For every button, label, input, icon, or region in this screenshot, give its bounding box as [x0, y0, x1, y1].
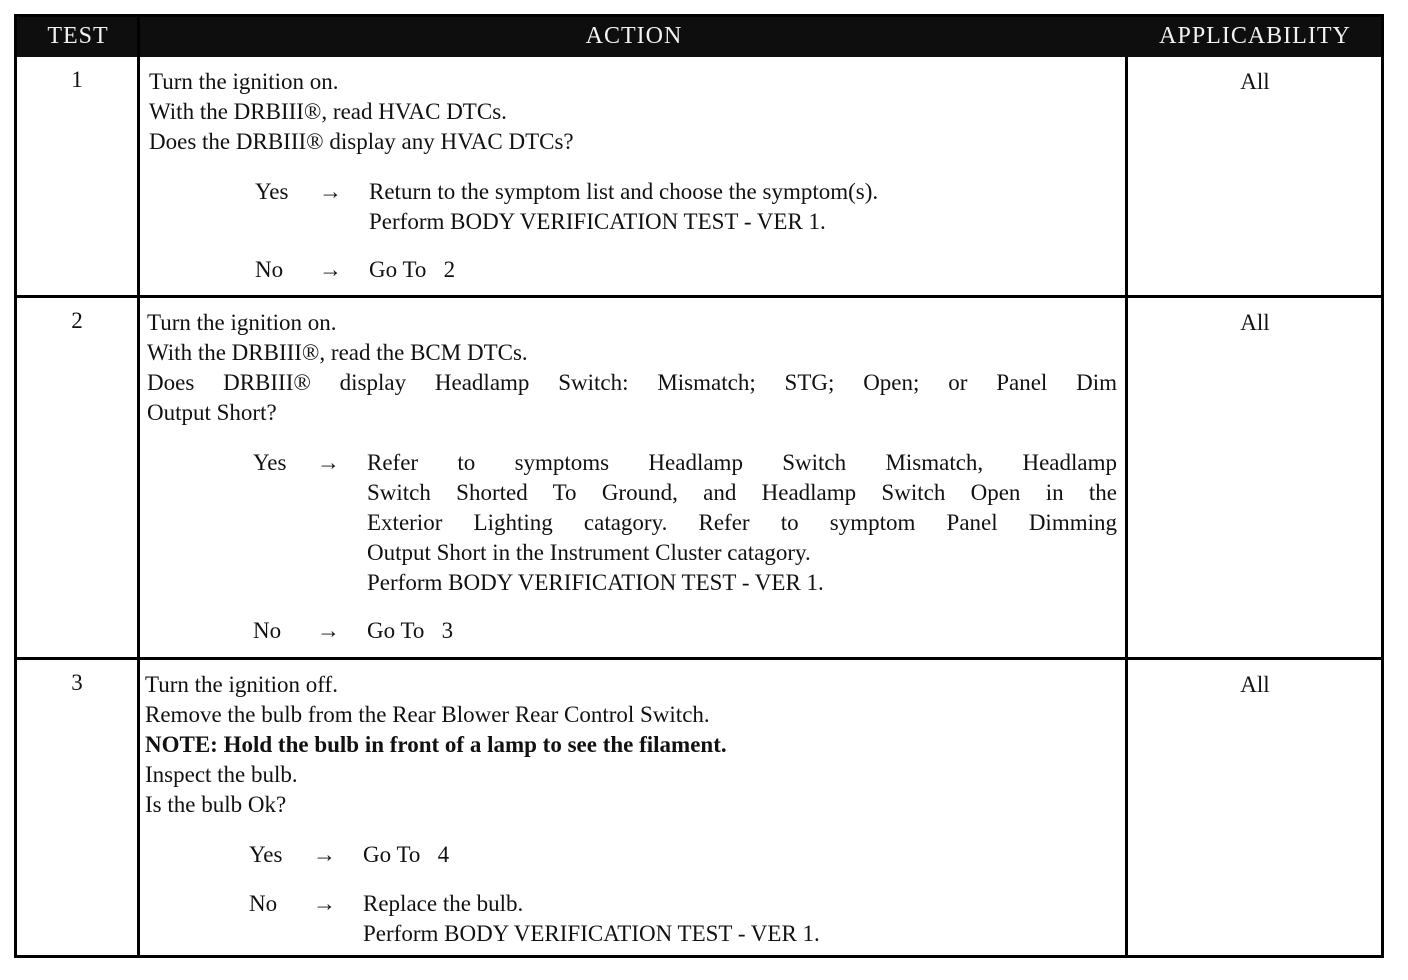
diagnostic-test-table: [14, 14, 1384, 958]
action-line: Output Short?: [147, 400, 277, 425]
result-line: Return to the symptom list and choose the symptom(s).: [369, 179, 879, 204]
applicability-value: All: [1240, 310, 1270, 335]
action-line: Inspect the bulb.: [145, 762, 298, 787]
header-test: TEST: [47, 23, 109, 49]
yes-result: [367, 448, 1117, 598]
arrow-icon: →: [313, 891, 336, 916]
yes-response: [255, 177, 1115, 237]
table-header: [17, 17, 1381, 57]
header-applicability: APPLICABILITY: [1159, 23, 1351, 49]
action-line: Turn the ignition on.: [147, 310, 337, 335]
action-line: Turn the ignition on.: [149, 69, 339, 94]
arrow-icon: →: [313, 842, 336, 867]
arrow-icon: →: [319, 179, 342, 204]
no-result: [367, 616, 453, 646]
arrow-icon: →: [317, 450, 340, 475]
table-row: [17, 298, 1381, 657]
result-line: Exterior Lighting catagory. Refer to symptom Panel Dimming: [367, 510, 1117, 535]
action-text: [149, 67, 574, 157]
result-line: Output Short in the Instrument Cluster catagory.: [367, 540, 811, 565]
result-line: Refer to symptoms Headlamp Switch Mismatch, Headlamp: [367, 450, 1117, 475]
no-result: [369, 255, 455, 285]
no-label: No: [253, 618, 282, 643]
result-line: Go To 3: [367, 618, 454, 643]
no-label: No: [249, 891, 278, 916]
result-line: Switch Shorted To Ground, and Headlamp Switch Open in the: [367, 480, 1117, 505]
action-text: [147, 308, 1117, 428]
applicability-value: All: [1240, 69, 1270, 94]
no-response: [253, 616, 1117, 646]
yes-label: Yes: [253, 450, 287, 475]
test-number: 1: [71, 67, 83, 92]
table-row: [17, 660, 1381, 955]
yes-result: [369, 177, 878, 237]
arrow-icon: →: [317, 618, 340, 643]
result-line: Perform BODY VERIFICATION TEST - VER 1.: [367, 570, 824, 595]
result-line: Replace the bulb.: [363, 891, 524, 916]
no-response: [249, 889, 1113, 949]
test-number: 3: [71, 670, 83, 695]
action-line: Does the DRBIII® display any HVAC DTCs?: [149, 129, 574, 154]
action-line: With the DRBIII®, read HVAC DTCs.: [149, 99, 507, 124]
action-text: [145, 670, 727, 820]
header-action: ACTION: [585, 23, 683, 49]
action-line: Does DRBIII® display Headlamp Switch: Mismatch; STG; Open; or Panel Dim: [147, 370, 1117, 395]
arrow-icon: →: [319, 257, 342, 282]
no-label: No: [255, 257, 284, 282]
note-line: NOTE: Hold the bulb in front of a lamp to see the filament.: [145, 732, 727, 757]
result-line: Perform BODY VERIFICATION TEST - VER 1.: [369, 209, 826, 234]
action-line: Remove the bulb from the Rear Blower Rear Control Switch.: [145, 702, 710, 727]
applicability-value: All: [1240, 672, 1270, 697]
test-number: 2: [71, 308, 83, 333]
no-result: [363, 889, 820, 949]
yes-result: [363, 840, 449, 870]
result-line: Go To 4: [363, 842, 450, 867]
result-line: Perform BODY VERIFICATION TEST - VER 1.: [363, 921, 820, 946]
yes-response: [249, 840, 1113, 870]
yes-label: Yes: [249, 842, 283, 867]
action-line: Is the bulb Ok?: [145, 792, 287, 817]
yes-response: [253, 448, 1117, 598]
no-response: [255, 255, 1115, 285]
yes-label: Yes: [255, 179, 289, 204]
table-row: [17, 57, 1381, 295]
action-line: Turn the ignition off.: [145, 672, 338, 697]
action-line: With the DRBIII®, read the BCM DTCs.: [147, 340, 528, 365]
result-line: Go To 2: [369, 257, 456, 282]
